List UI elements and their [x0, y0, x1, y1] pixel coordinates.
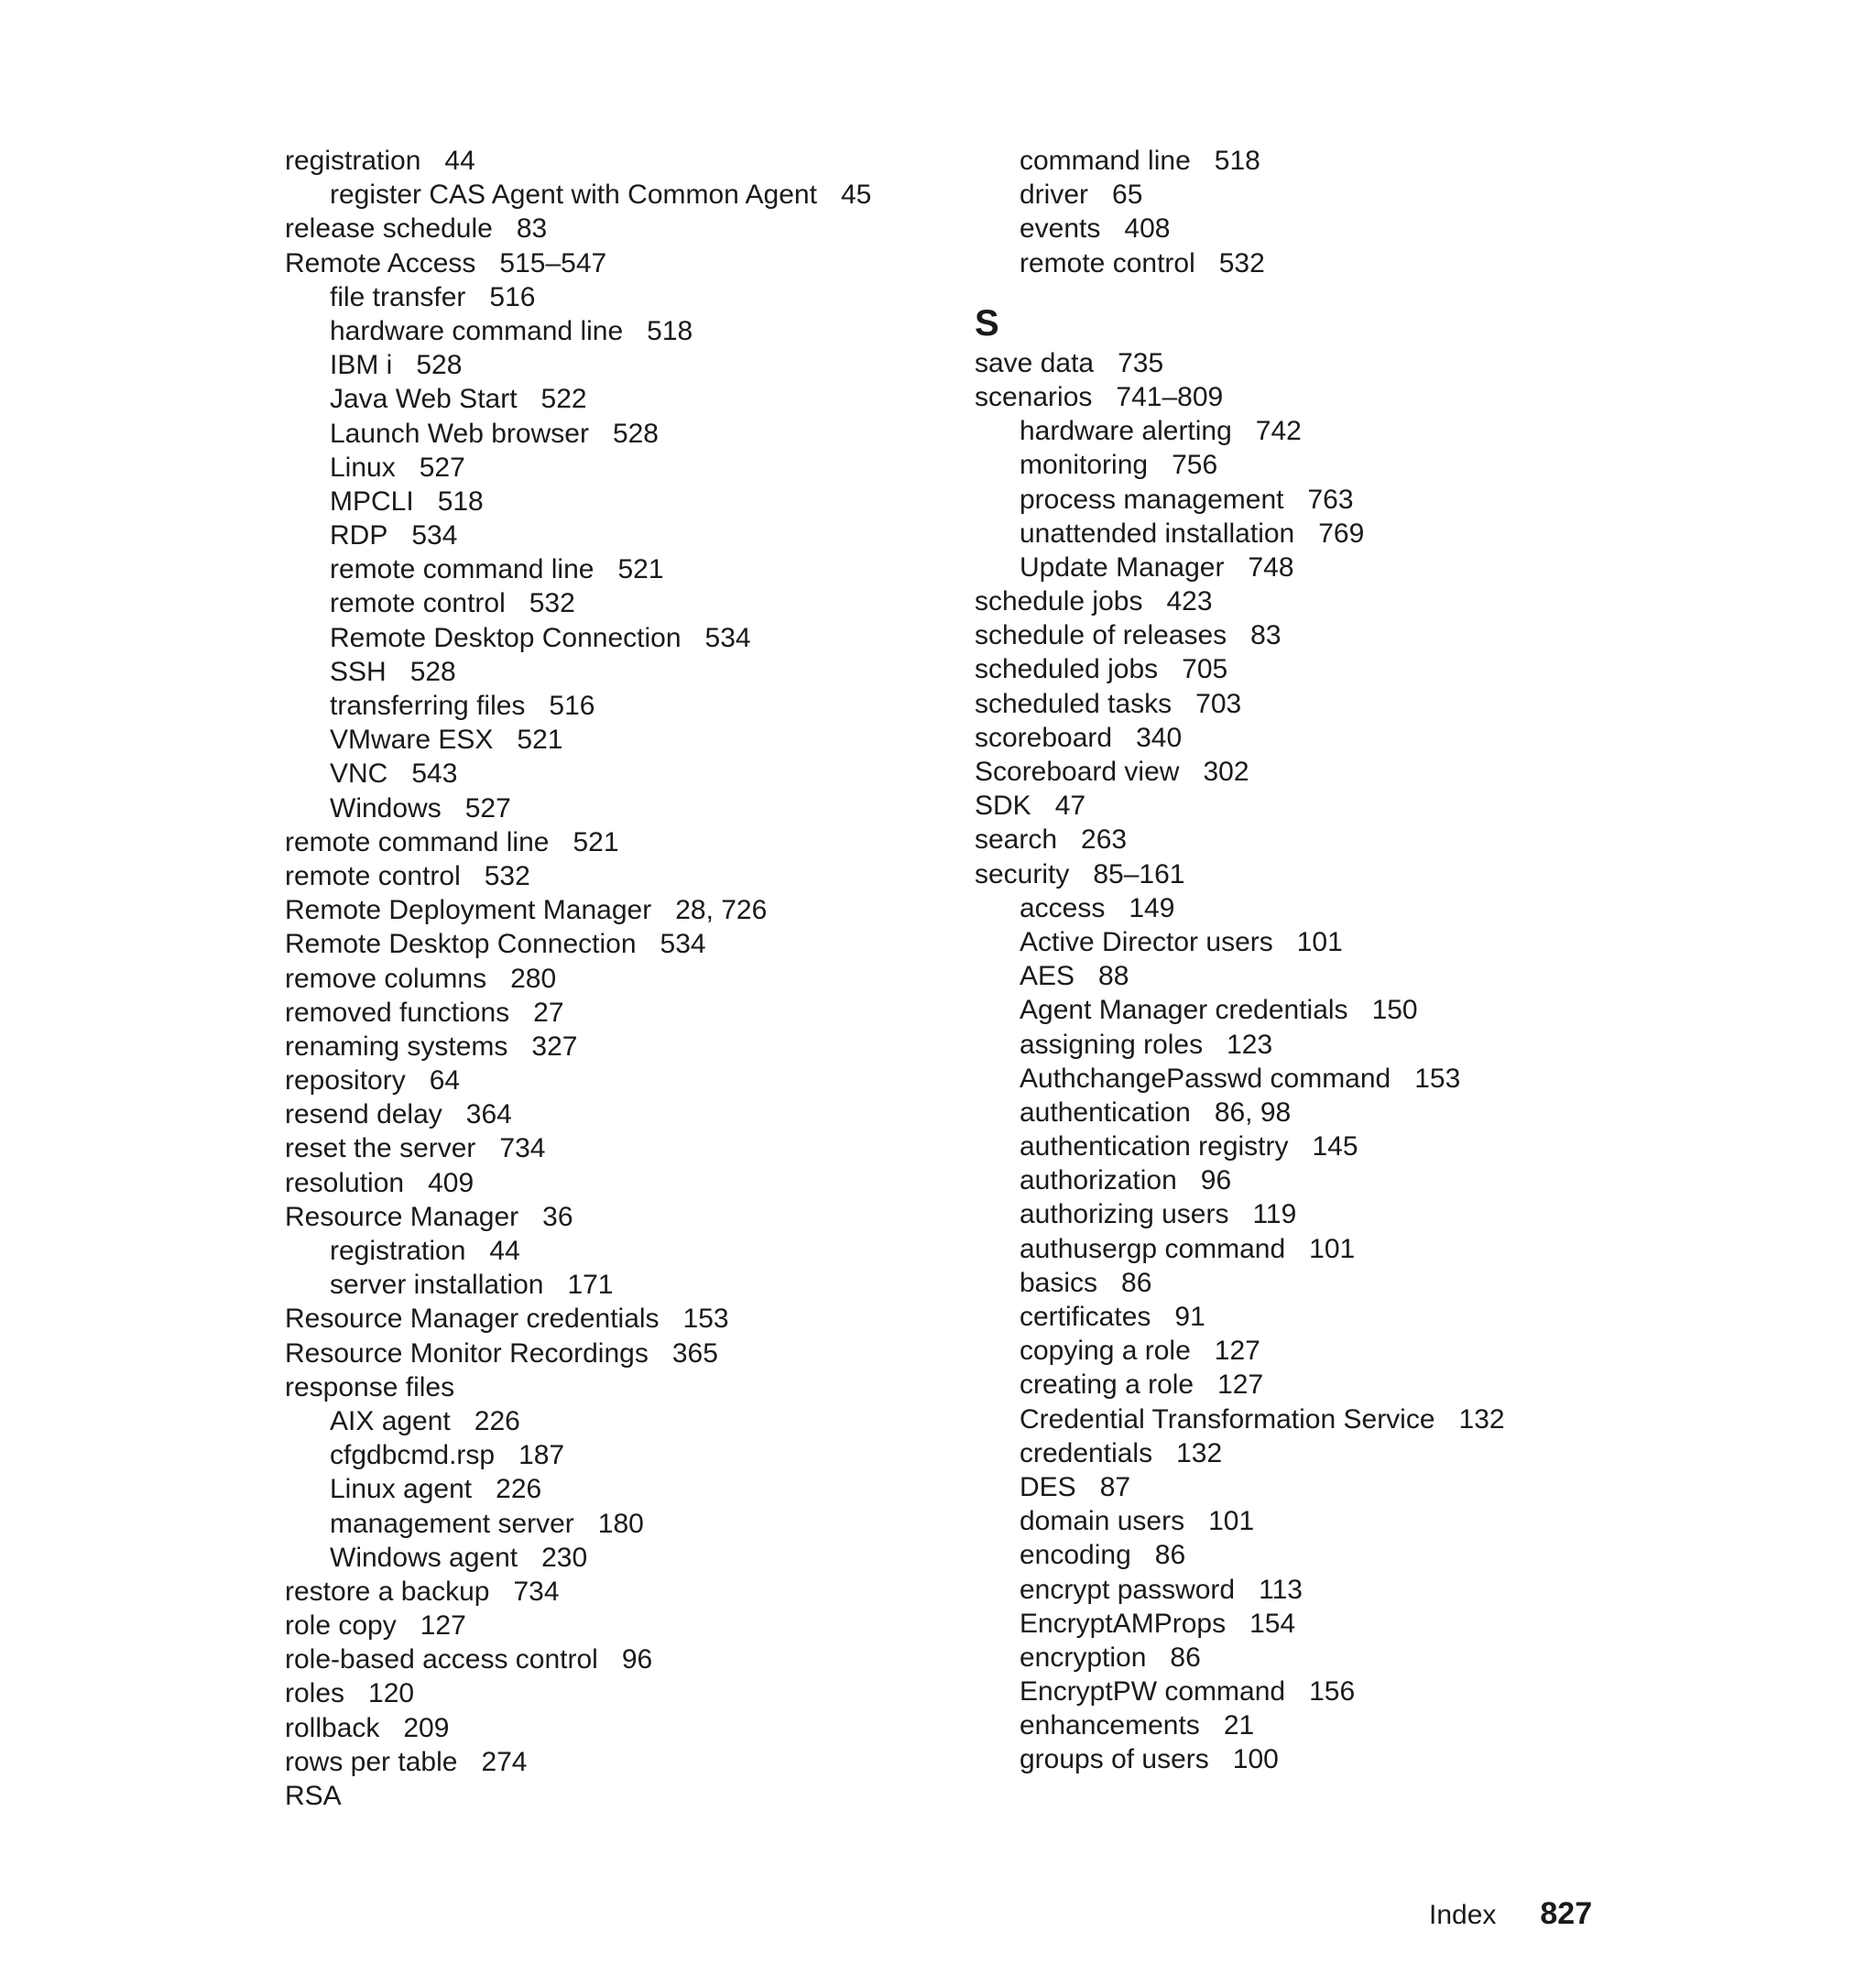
index-subentry: [285, 348, 944, 382]
index-term: MPCLI: [330, 486, 414, 517]
index-term: remote command line: [285, 826, 550, 857]
index-subentry: [975, 993, 1634, 1027]
index-term: Remote Deployment Manager: [285, 895, 652, 926]
index-page-ref: 180: [597, 1508, 644, 1539]
index-page-ref: 518: [647, 315, 693, 346]
index-term: encoding: [1020, 1540, 1131, 1571]
index-subentry: [285, 314, 944, 348]
index-subentry: [975, 1504, 1634, 1538]
index-term: Resource Monitor Recordings: [285, 1337, 649, 1369]
index-term: Java Web Start: [330, 384, 518, 415]
index-entry: [975, 380, 1634, 414]
index-term: repository: [285, 1065, 406, 1097]
index-page-ref: 365: [671, 1337, 718, 1369]
index-page-ref: 534: [704, 622, 751, 653]
index-page-ref: 47: [1054, 791, 1086, 822]
index-term: Agent Manager credentials: [1020, 995, 1348, 1026]
index-page-ref: 518: [1214, 146, 1260, 176]
index-page-ref: 120: [368, 1678, 415, 1709]
index-term: authusergp command: [1020, 1233, 1286, 1264]
index-subentry: [285, 485, 944, 518]
index-entry: [285, 1337, 944, 1370]
continued-entries: [975, 144, 1634, 280]
index-term: server installation: [330, 1270, 544, 1301]
index-term: authentication registry: [1020, 1131, 1289, 1162]
index-term: EncryptPW command: [1020, 1676, 1286, 1708]
index-entry: [285, 1575, 944, 1609]
index-term: copying a role: [1020, 1336, 1191, 1367]
index-entry: [285, 1609, 944, 1642]
index-page-ref: 28, 726: [675, 895, 768, 926]
index-page-ref: 230: [541, 1542, 588, 1573]
index-column-left: [285, 144, 944, 1813]
index-term: Active Director users: [1020, 926, 1273, 957]
index-page-ref: 274: [481, 1746, 528, 1777]
index-page-ref: 149: [1129, 892, 1175, 923]
index-page-ref: 153: [1414, 1063, 1461, 1094]
index-page-ref: 86: [1170, 1642, 1201, 1673]
index-term: authentication: [1020, 1097, 1191, 1128]
index-term: release schedule: [285, 213, 493, 245]
index-subentry: [975, 1436, 1634, 1470]
index-term: role copy: [285, 1610, 397, 1642]
index-subentry: [975, 1675, 1634, 1708]
index-subentry: [975, 1096, 1634, 1129]
index-subentry: [285, 417, 944, 451]
index-page-ref: 532: [1218, 247, 1265, 278]
index-term: remote control: [1020, 247, 1195, 278]
index-subentry: [975, 246, 1634, 280]
index-term: basics: [1020, 1267, 1098, 1298]
index-page-ref: 741–809: [1116, 381, 1224, 412]
section-letter-heading: S: [975, 302, 999, 344]
index-term: credentials: [1020, 1437, 1153, 1468]
index-subentry: [285, 1541, 944, 1575]
index-page-ref: 187: [518, 1440, 565, 1471]
index-term: removed functions: [285, 997, 510, 1028]
index-term: command line: [1020, 146, 1191, 176]
index-term: schedule of releases: [975, 620, 1227, 651]
index-entry: [285, 825, 944, 859]
index-entry: [285, 1642, 944, 1676]
index-subentry: [975, 1573, 1634, 1607]
index-entry: [975, 618, 1634, 652]
index-page-ref: 280: [510, 963, 557, 994]
index-page-ref: 156: [1309, 1676, 1356, 1708]
index-term: monitoring: [1020, 450, 1149, 481]
index-entry: [975, 687, 1634, 721]
index-subentry: [285, 586, 944, 620]
index-entry: [285, 893, 944, 927]
index-entry: [285, 212, 944, 246]
index-term: rollback: [285, 1712, 380, 1743]
index-term: register CAS Agent with Common Agent: [330, 180, 817, 211]
index-page-ref: 88: [1098, 961, 1129, 992]
index-subentry: [975, 448, 1634, 482]
index-page-ref: 83: [1250, 620, 1282, 651]
index-page-ref: 521: [573, 826, 619, 857]
index-page-ref: 123: [1227, 1029, 1273, 1060]
index-page-ref: 132: [1176, 1437, 1223, 1468]
index-term: IBM i: [330, 350, 393, 381]
index-page-ref: 528: [416, 350, 463, 381]
index-term: Scoreboard view: [975, 757, 1180, 787]
index-subentry: [975, 1368, 1634, 1402]
index-term: security: [975, 858, 1070, 889]
index-subentry: [975, 1129, 1634, 1163]
index-page-ref: 756: [1172, 450, 1218, 481]
index-subentry: [975, 1062, 1634, 1096]
index-term: file transfer: [330, 281, 466, 312]
index-page-ref: 516: [549, 691, 595, 721]
index-subentry: [975, 483, 1634, 517]
index-term: Linux agent: [330, 1474, 473, 1505]
index-term: domain users: [1020, 1506, 1185, 1537]
index-entry: [285, 1097, 944, 1131]
index-subentry: [285, 1438, 944, 1472]
index-subentry: [975, 551, 1634, 584]
index-subentry: [975, 1607, 1634, 1641]
index-term: cfgdbcmd.rsp: [330, 1440, 496, 1471]
index-page-ref: 119: [1252, 1199, 1297, 1230]
index-subentry: [975, 212, 1634, 246]
index-term: AuthchangePasswd command: [1020, 1063, 1391, 1094]
index-subentry: [285, 1472, 944, 1506]
index-entry: [285, 1064, 944, 1097]
index-subentry: [975, 891, 1634, 925]
index-page-ref: 226: [496, 1474, 542, 1505]
index-subentry: [285, 1507, 944, 1541]
index-page-ref: 763: [1307, 484, 1354, 515]
index-page-ref: 153: [682, 1304, 729, 1335]
index-term: encrypt password: [1020, 1574, 1236, 1605]
index-page-ref: 209: [403, 1712, 450, 1743]
index-page-ref: 44: [444, 146, 475, 176]
index-entry: [285, 1711, 944, 1745]
index-subentry: [285, 723, 944, 757]
index-entry: [285, 1745, 944, 1779]
index-subentry: [285, 382, 944, 416]
index-term: unattended installation: [1020, 518, 1295, 549]
index-term: certificates: [1020, 1302, 1151, 1332]
index-subentry: [285, 757, 944, 791]
index-page-ref: 518: [437, 486, 484, 517]
index-term: assigning roles: [1020, 1029, 1204, 1060]
index-subentry: [975, 1334, 1634, 1368]
index-subentry: [975, 144, 1634, 178]
index-subentry: [975, 1538, 1634, 1572]
index-term: roles: [285, 1678, 345, 1709]
index-term: registration: [330, 1236, 466, 1266]
index-term: groups of users: [1020, 1744, 1209, 1775]
index-term: Remote Access: [285, 247, 476, 278]
index-page-ref: 45: [840, 180, 872, 211]
index-subentry: [975, 1708, 1634, 1742]
index-page-ref: 101: [1296, 926, 1343, 957]
index-page-ref: 263: [1081, 824, 1128, 856]
index-entry: [975, 789, 1634, 823]
index-entry: [285, 1302, 944, 1336]
index-page-ref: 64: [429, 1065, 461, 1097]
index-subentry: [975, 1163, 1634, 1197]
index-entry: [975, 652, 1634, 686]
index-subentry: [975, 959, 1634, 993]
index-page-ref: 543: [411, 758, 458, 790]
page-number: 827: [1540, 1896, 1593, 1931]
index-term: DES: [1020, 1471, 1076, 1502]
index-page-ref: 21: [1223, 1710, 1255, 1741]
index-term: save data: [975, 347, 1095, 378]
index-page-ref: 87: [1099, 1471, 1131, 1502]
index-entry: [285, 859, 944, 893]
index-page-ref: 521: [617, 554, 664, 585]
index-term: hardware alerting: [1020, 416, 1232, 447]
index-page-ref: 742: [1255, 416, 1302, 447]
index-subentry: [975, 517, 1634, 551]
index-page-ref: 302: [1203, 757, 1249, 787]
index-term: registration: [285, 146, 421, 176]
index-entry: [975, 721, 1634, 755]
index-term: resolution: [285, 1167, 405, 1198]
index-term: process management: [1020, 484, 1284, 515]
index-page-ref: 423: [1166, 586, 1213, 617]
index-page-ref: 408: [1124, 213, 1171, 245]
index-entry: [285, 962, 944, 996]
index-term: events: [1020, 213, 1101, 245]
index-page-ref: 86: [1121, 1267, 1152, 1298]
index-term: AIX agent: [330, 1405, 451, 1436]
index-entry: [975, 755, 1634, 789]
index-subentry: [975, 1197, 1634, 1231]
index-subentry: [285, 178, 944, 212]
index-term: authorizing users: [1020, 1199, 1229, 1230]
index-term: RSA: [285, 1781, 342, 1811]
index-term: management server: [330, 1508, 574, 1539]
index-term: VNC: [330, 758, 388, 790]
index-entry: [975, 346, 1634, 380]
index-subentry: [285, 280, 944, 314]
index-subentry: [975, 178, 1634, 212]
index-column-right: [975, 144, 1634, 1777]
index-term: RDP: [330, 520, 388, 551]
index-subentry: [975, 1028, 1634, 1062]
index-term: role-based access control: [285, 1644, 598, 1675]
index-page-ref: 364: [465, 1099, 512, 1130]
index-term: Remote Desktop Connection: [330, 622, 682, 653]
index-page-ref: 44: [489, 1236, 520, 1266]
index-subentry: [975, 1641, 1634, 1675]
index-entry: [285, 1370, 944, 1404]
index-term: Resource Manager: [285, 1201, 519, 1232]
index-term: authorization: [1020, 1165, 1177, 1196]
index-subentry: [975, 1232, 1634, 1266]
index-term: scenarios: [975, 381, 1093, 412]
index-term: rows per table: [285, 1746, 458, 1777]
index-subentry: [975, 925, 1634, 959]
index-term: hardware command line: [330, 315, 624, 346]
index-entry: [285, 1131, 944, 1165]
index-term: enhancements: [1020, 1710, 1200, 1741]
index-entry: [285, 144, 944, 178]
index-page-ref: 171: [567, 1270, 614, 1301]
index-page-ref: 113: [1259, 1574, 1303, 1605]
index-page-ref: 83: [516, 213, 548, 245]
index-term: response files: [285, 1371, 455, 1402]
index-subentry: [285, 1234, 944, 1268]
index-term: scheduled tasks: [975, 688, 1172, 719]
index-page-ref: 150: [1371, 995, 1418, 1026]
index-subentry: [975, 1266, 1634, 1300]
index-page-ref: 703: [1195, 688, 1242, 719]
index-page-ref: 734: [513, 1576, 560, 1607]
index-page-ref: 327: [531, 1031, 578, 1062]
index-page-ref: 127: [1214, 1336, 1260, 1367]
index-page-ref: 27: [533, 997, 564, 1028]
index-term: transferring files: [330, 691, 526, 721]
index-term: search: [975, 824, 1058, 856]
index-subentry: [285, 552, 944, 586]
index-page-ref: 528: [409, 656, 456, 687]
index-term: Remote Desktop Connection: [285, 929, 637, 960]
index-page-ref: 534: [660, 929, 706, 960]
index-page-ref: 91: [1174, 1302, 1205, 1332]
index-page-ref: 409: [428, 1167, 474, 1198]
index-page-ref: 340: [1136, 722, 1183, 753]
index-subentry: [285, 655, 944, 689]
index-entry: [285, 996, 944, 1030]
index-term: encryption: [1020, 1642, 1147, 1673]
index-term: EncryptAMProps: [1020, 1608, 1227, 1639]
index-page-ref: 154: [1249, 1608, 1296, 1639]
index-entry: [285, 1166, 944, 1200]
index-entry: [975, 857, 1634, 891]
index-page-ref: 101: [1208, 1506, 1255, 1537]
index-term: Windows: [330, 792, 442, 824]
index-entry: [285, 246, 944, 280]
index-page-ref: 532: [529, 588, 575, 619]
index-page-ref: 516: [489, 281, 536, 312]
index-page-ref: 86, 98: [1214, 1097, 1292, 1128]
index-term: Credential Transformation Service: [1020, 1403, 1435, 1435]
index-page-ref: 36: [542, 1201, 573, 1232]
index-page-ref: 101: [1309, 1233, 1356, 1264]
index-page-ref: 521: [517, 725, 563, 756]
index-page-ref: 534: [411, 520, 458, 551]
index-page-ref: 522: [540, 384, 587, 415]
index-subentry: [975, 414, 1634, 448]
index-page-ref: 85–161: [1093, 858, 1185, 889]
index-term: restore a backup: [285, 1576, 490, 1607]
index-page-ref: 65: [1112, 180, 1143, 211]
footer-label: Index: [1429, 1900, 1497, 1930]
index-term: schedule jobs: [975, 586, 1143, 617]
index-page-ref: 734: [499, 1133, 546, 1164]
index-entry: [975, 823, 1634, 857]
index-page-ref: 127: [420, 1610, 466, 1642]
index-entry: [285, 1200, 944, 1234]
index-page-ref: 705: [1182, 654, 1228, 685]
index-term: driver: [1020, 180, 1089, 211]
index-term: Launch Web browser: [330, 418, 589, 449]
index-subentry: [285, 791, 944, 825]
index-subentry: [285, 1268, 944, 1302]
index-page-ref: 532: [484, 860, 530, 891]
index-page-ref: 226: [474, 1405, 520, 1436]
index-term: SDK: [975, 791, 1031, 822]
index-term: scoreboard: [975, 722, 1113, 753]
index-term: remote control: [285, 860, 461, 891]
index-term: Update Manager: [1020, 551, 1225, 583]
index-subentry: [285, 518, 944, 552]
index-entry: [285, 927, 944, 961]
index-subentry: [285, 689, 944, 723]
index-term: reset the server: [285, 1133, 476, 1164]
index-page-ref: 86: [1154, 1540, 1186, 1571]
index-subentry: [975, 1300, 1634, 1334]
index-page-ref: 132: [1458, 1403, 1505, 1435]
index-term: Resource Manager credentials: [285, 1304, 660, 1335]
index-entry: [285, 1030, 944, 1064]
index-term: VMware ESX: [330, 725, 494, 756]
index-term: Windows agent: [330, 1542, 518, 1573]
index-entry: [285, 1676, 944, 1710]
index-page-ref: 735: [1118, 347, 1164, 378]
index-subentry: [975, 1402, 1634, 1436]
index-term: resend delay: [285, 1099, 442, 1130]
index-subentry: [285, 621, 944, 655]
page-footer: [1429, 1896, 1612, 1932]
index-subentry: [285, 451, 944, 485]
index-term: scheduled jobs: [975, 654, 1159, 685]
index-page-ref: 100: [1232, 1744, 1279, 1775]
index-page-ref: 145: [1312, 1131, 1358, 1162]
index-page-ref: 96: [621, 1644, 653, 1675]
index-term: AES: [1020, 961, 1075, 992]
index-page-ref: 527: [419, 452, 465, 483]
index-term: remove columns: [285, 963, 487, 994]
index-term: access: [1020, 892, 1106, 923]
index-term: remote control: [330, 588, 506, 619]
index-page-ref: 748: [1248, 551, 1294, 583]
index-term: renaming systems: [285, 1031, 508, 1062]
index-subentry: [975, 1470, 1634, 1504]
section-entries: [975, 346, 1634, 1777]
index-entry: [285, 1779, 944, 1813]
index-entry: [975, 584, 1634, 618]
index-term: remote command line: [330, 554, 594, 585]
index-page-ref: 527: [464, 792, 511, 824]
index-page-ref: 769: [1318, 518, 1365, 549]
index-term: SSH: [330, 656, 387, 687]
index-term: Linux: [330, 452, 396, 483]
index-page-ref: 515–547: [499, 247, 607, 278]
index-page-ref: 96: [1200, 1165, 1232, 1196]
index-subentry: [975, 1742, 1634, 1776]
index-subentry: [285, 1404, 944, 1438]
index-page-ref: 528: [612, 418, 659, 449]
index-page-ref: 127: [1217, 1369, 1264, 1401]
index-term: creating a role: [1020, 1369, 1194, 1401]
